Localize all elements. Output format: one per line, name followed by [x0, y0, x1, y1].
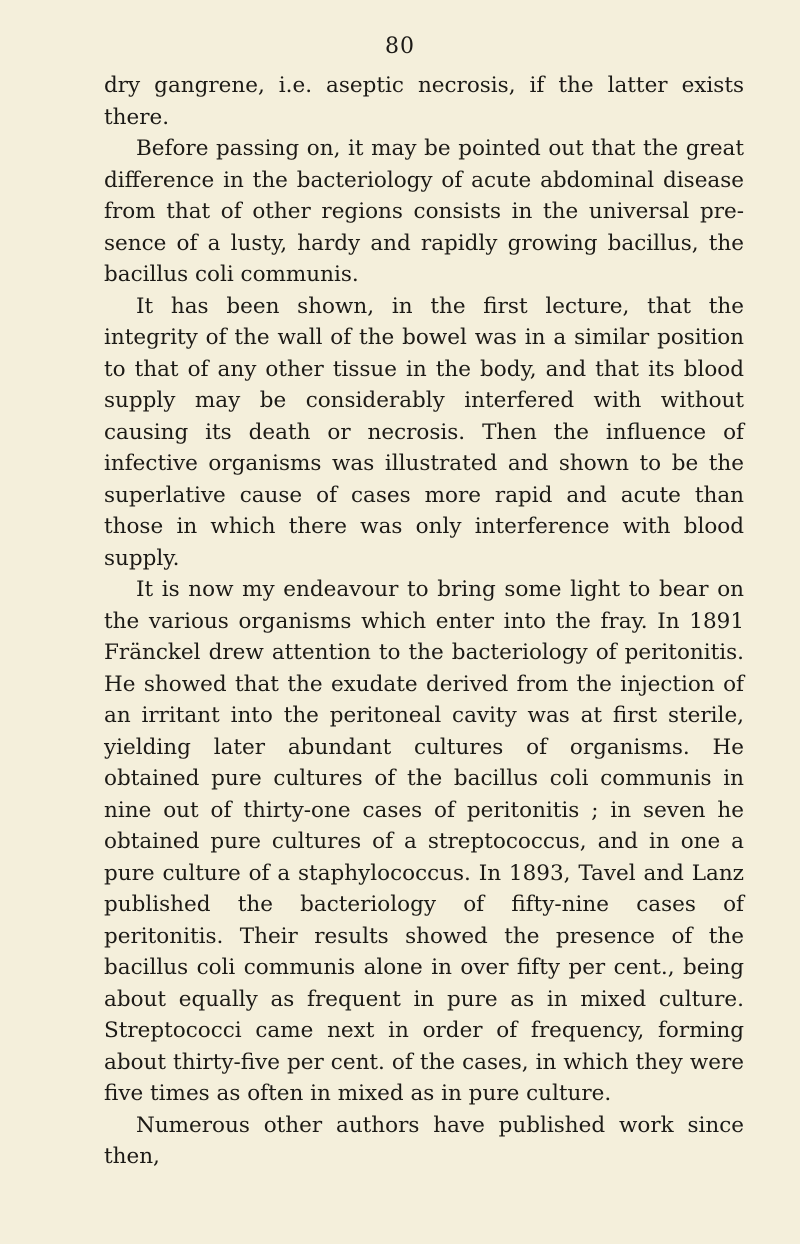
paragraph-continuation: dry gangrene, i.e. aseptic necrosis, if the latter exists there. [104, 73, 744, 130]
page-number: 80 [385, 34, 415, 59]
paragraph: It has been shown, in the first lecture, that the integrity of the wall of the bowel was in a similar position to that of any other tissue in the body, and that its blood supply may be considerably interfered with without causing its death or necrosis. Then the influence of infective organisms was illustrated and shown to be the superlative cause of cases more rapid and acute than those in which there was only interference with blood supply. [104, 293, 744, 571]
paragraph: Before passing on, it may be pointed out that the great difference in the bacteriology of acute abdominal disease from that of other regions consists in the universal pre-sence of a lusty, hardy and rapidly growing bacillus, the bacillus coli communis. [104, 136, 744, 287]
body-text [104, 70, 744, 1173]
paragraph: Numerous other authors have published work since then, [104, 1112, 744, 1169]
paragraph: It is now my endeavour to bring some light to bear on the various organisms which enter into the fray. In 1891 Fränckel drew attention to the bacteriology of peritonitis. He showed that the exudate derived from the injection of an irritant into the peritoneal cavity was at first sterile, yielding later abundant cultures of organisms. He obtained pure cultures of the bacillus coli communis in nine out of thirty-one cases of peritonitis ; in seven he obtained pure cultures of a streptococcus, and in one a pure culture of a staphylococcus. In 1893, Tavel and Lanz published the bacteriology of fifty-nine cases of peritonitis. Their results showed the presence of the bacillus coli communis alone in over fifty per cent., being about equally as frequent in pure as in mixed culture. Streptococci came next in order of frequency, forming about thirty-five per cent. of the cases, in which they were five times as often in mixed as in pure culture. [104, 577, 744, 1106]
